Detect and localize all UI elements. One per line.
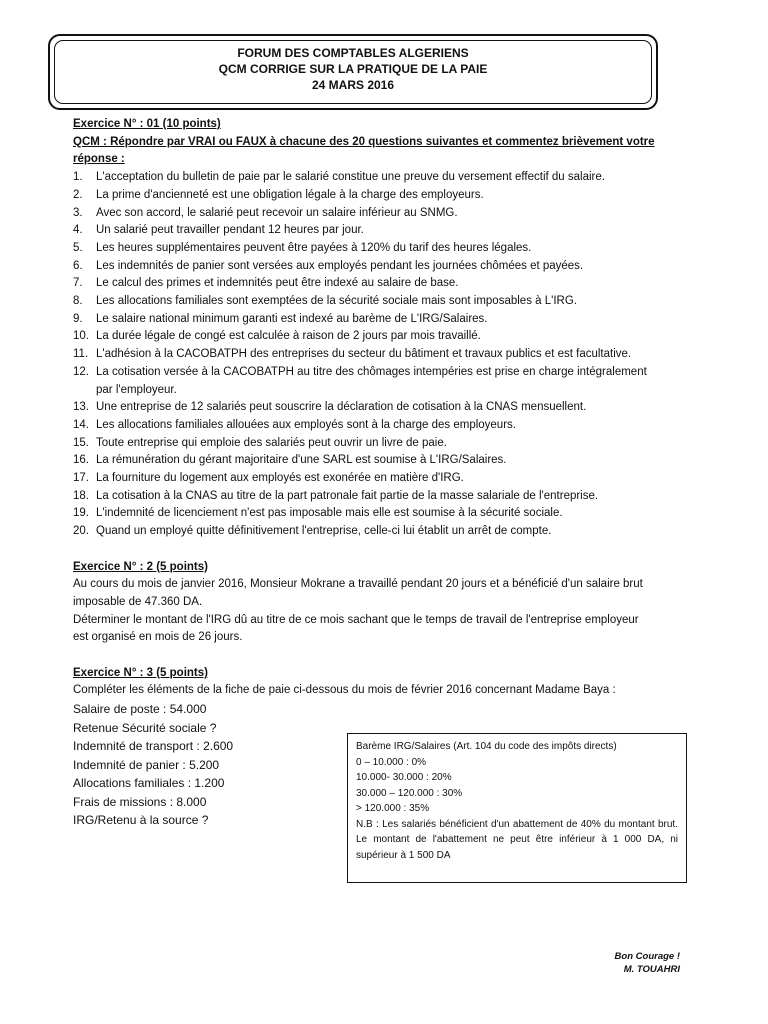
payslip-item: Salaire de poste : 54.000	[73, 702, 207, 717]
payslip-item: Allocations familiales : 1.200	[73, 776, 225, 791]
irg-scale-note: N.B : Les salariés bénéficient d'un abattement de 40% du montant brut. Le montant de l'abattement ne peut être inférieur à 1 000 DA, ni supérieur à 1 500 DA	[356, 818, 678, 861]
question-list	[73, 169, 693, 541]
exercise3-title: Exercice N° : 3 (5 points)	[73, 666, 208, 679]
question-item: 12. La cotisation versée à la CACOBATPH au titre des chômages intempéries est prise en charge intégralement par l'employeur.	[73, 365, 647, 396]
question-item: 1. L'acceptation du bulletin de paie par le salarié constitue une preuve du versement effectif du salaire.	[73, 171, 605, 184]
question-item: 20. Quand un employé quitte définitivement l'entreprise, celle-ci lui établit un arrêt de compte.	[73, 525, 552, 538]
question-item: 19. L'indemnité de licenciement n'est pas imposable mais elle est soumise à la sécurité sociale.	[73, 507, 563, 520]
instruction-text-line1: : Répondre par VRAI ou FAUX à chacune des 20 questions suivantes et commentez brièvement votre	[99, 135, 655, 148]
payslip-item: Indemnité de panier : 5.200	[73, 757, 220, 772]
instruction-text-line2: réponse :	[73, 153, 125, 166]
signature-author: M. TOUAHRI	[623, 964, 680, 975]
exercise1-title: Exercice N° : 01 (10 points)	[73, 118, 221, 130]
question-item: 6. Les indemnités de panier sont versées aux employés pendant les journées chômées et payées.	[73, 259, 584, 272]
question-item: 15. Toute entreprise qui emploie des salariés peut ouvrir un livre de paie.	[73, 436, 447, 449]
payslip-item: Indemnité de transport : 2.600	[73, 739, 234, 754]
payslip-item: IRG/Retenu à la source ?	[73, 813, 209, 828]
irg-scale-row: 10.000- 30.000 : 20%	[356, 772, 452, 783]
exercise3-intro: Compléter les éléments de la fiche de paie ci-dessous du mois de février 2016 concernant Madame Baya :	[73, 684, 616, 697]
signature	[615, 950, 680, 976]
irg-scale-row: > 120.000 : 35%	[356, 803, 430, 814]
exercise2-text: Au cours du mois de janvier 2016, Monsieur Mokrane a travaillé pendant 20 jours et a bénéficié d'un salaire brut imposable de 47.360 DA. Déterminer le montant de l'IRG dû au titre de ce mois sachant que le temps de travail de l'entreprise employeur est organisé en mois de 26 jours.	[73, 578, 643, 644]
question-item: 5. Les heures supplémentaires peuvent être payées à 120% du tarif des heures légales.	[73, 241, 532, 254]
header-title: FORUM DES COMPTABLES ALGERIENS	[237, 46, 469, 60]
question-item: 11. L'adhésion à la CACOBATPH des entreprises du secteur du bâtiment et travaux publics et est facultative.	[73, 348, 632, 361]
question-item: 14. Les allocations familiales allouées aux employés sont à la charge des employeurs.	[73, 418, 516, 431]
payslip-item: Frais de missions : 8.000	[73, 794, 207, 809]
question-item: 2. La prime d'ancienneté est une obligation légale à la charge des employeurs.	[73, 188, 484, 201]
irg-scale-row: 0 – 10.000 : 0%	[356, 756, 427, 768]
question-item: 10. La durée légale de congé est calculée à raison de 2 jours par mois travaillé.	[73, 330, 481, 343]
question-item: 16. La rémunération du gérant majoritaire d'une SARL est soumise à L'IRG/Salaires.	[73, 454, 507, 467]
header-subtitle: QCM CORRIGE SUR LA PRATIQUE DE LA PAIE	[218, 62, 488, 76]
question-item: 7. Le calcul des primes et indemnités peut être indexé au salaire de base.	[73, 277, 459, 290]
signature-greeting: Bon Courage !	[614, 951, 680, 962]
irg-scale-box	[347, 733, 687, 883]
exercise2-title: Exercice N° : 2 (5 points)	[73, 560, 208, 573]
question-item: 3. Avec son accord, le salarié peut recevoir un salaire inférieur au SNMG.	[73, 206, 458, 219]
payslip-item: Retenue Sécurité sociale ?	[73, 720, 217, 735]
document-header	[50, 45, 656, 93]
irg-scale-title: Barème IRG/Salaires (Art. 104 du code des impôts directs)	[356, 741, 617, 752]
header-date: 24 MARS 2016	[311, 78, 395, 92]
question-item: 18. La cotisation à la CNAS au titre de la part patronale fait partie de la masse salariale de l'entreprise.	[73, 489, 599, 502]
document-body	[73, 116, 693, 830]
question-item: 17. La fourniture du logement aux employés est exonérée en matière d'IRG.	[73, 472, 464, 485]
irg-scale-row: 30.000 – 120.000 : 30%	[356, 787, 463, 799]
exercise1-instruction	[73, 134, 693, 152]
question-item: 8. Les allocations familiales sont exemptées de la sécurité sociale mais sont imposables à L'IRG.	[73, 295, 577, 308]
qcm-label: QCM	[73, 135, 100, 148]
question-item: 4. Un salarié peut travailler pendant 12 heures par jour.	[73, 224, 364, 237]
header-box	[48, 34, 658, 110]
question-item: 9. Le salaire national minimum garanti est indexé au barème de L'IRG/Salaires.	[73, 312, 488, 325]
question-item: 13. Une entreprise de 12 salariés peut souscrire la déclaration de cotisation à la CNAS mensuellent.	[73, 401, 587, 414]
